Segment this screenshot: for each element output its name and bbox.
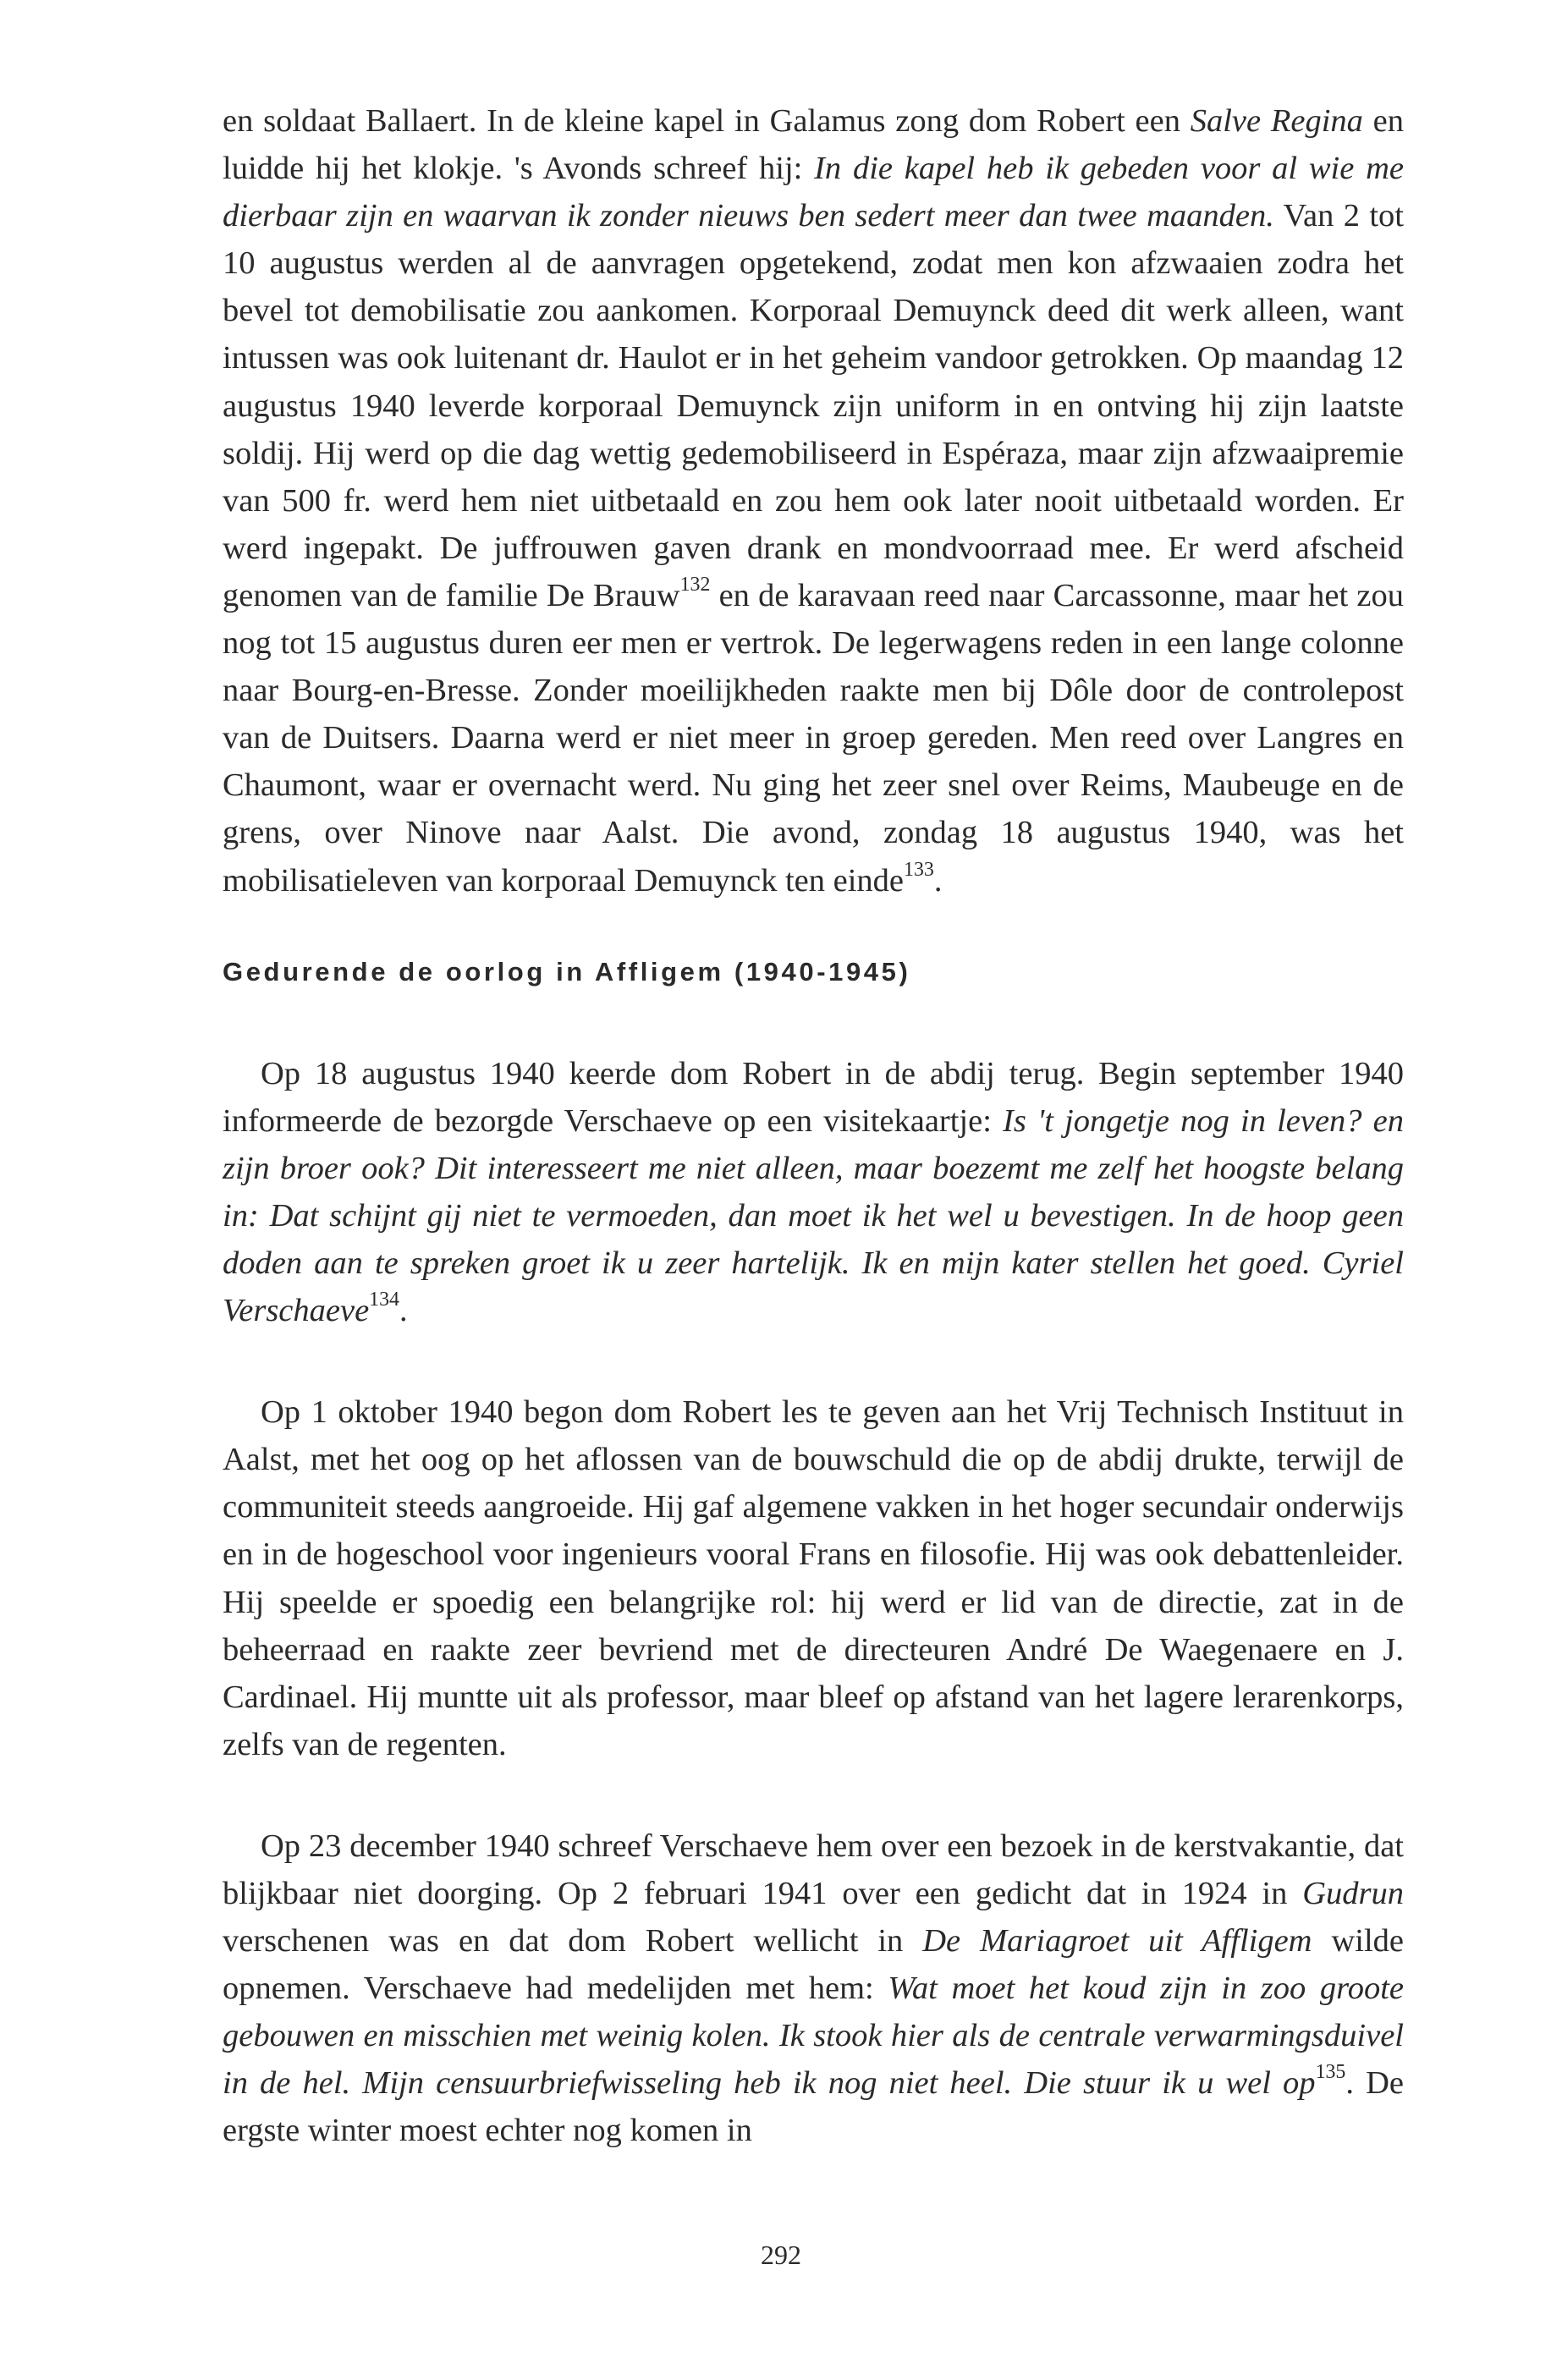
text-run: en luidde hij het klokje. 's Avonds schreef hij: <box>223 103 1404 187</box>
text-run: en de karavaan reed naar Carcassonne, maar het zou nog tot 15 augustus duren eer men er vertrok. De legerwagens reden in een lange colonne naar Bourg-en-Bresse. Zonder moeilijkheden raakte men bij Dôle door de controlepost van de Duitsers. Daarna werd er niet meer in groep gereden. Men reed over Langres en Chaumont, waar er overnacht werd. Nu ging het zeer snel over Reims, Maubeuge en de grens, over Ninove naar Aalst. Die avond, zondag 18 augustus 1940, was het mobilisatieleven van korporaal Demuynck ten einde <box>223 577 1404 899</box>
italic-text: Wat moet het koud zijn in zoo groote gebouwen en misschien met weinig kolen. Ik stook hier als de centrale verwarmingsduivel in de hel. Mijn censuurbriefwisseling heb ik nog niet heel. Die stuur ik u wel op <box>223 1971 1405 2102</box>
page-number: 292 <box>761 2240 801 2270</box>
text-run: verschenen was en dat dom Robert wellicht in <box>223 1923 923 1960</box>
footnote-marker: 132 <box>679 574 711 596</box>
paragraph-2 <box>223 1050 1404 1335</box>
paragraph-1 <box>223 97 1404 904</box>
italic-text: Gudrun <box>1302 1876 1404 1911</box>
footnote-marker: 135 <box>1315 2061 1346 2084</box>
text-run: Op 1 oktober 1940 begon dom Robert les te geven aan het Vrij Technisch Instituut in Aalst, met het oog op het aflossen van de bouwschuld die op de abdij drukte, terwijl de communiteit steeds aangroeide. Hij gaf algemene vakken in het hoger secundair onderwijs en in de hogeschool voor ingenieurs vooral Frans en filosofie. Hij was ook debattenleider. Hij speelde er spoedig een belangrijke rol: hij werd er lid van de directie, zat in de beheerraad en raakte zeer bevriend met de directeuren André De Waegenaere en J. Cardinael. Hij muntte uit als professor, maar bleef op afstand van het lagere lerarenkorps, zelfs van de regenten. <box>223 1394 1404 1762</box>
italic-text: De Mariagroet uit Affligem <box>922 1923 1312 1960</box>
text-run: Op 23 december 1940 schreef Verschaeve hem over een bezoek in de kerstvakantie, dat blijkbaar niet doorging. Op 2 februari 1941 over een gedicht dat in 1924 in <box>223 1828 1404 1911</box>
italic-text: Salve Regina <box>1190 103 1363 139</box>
paragraph-3 <box>223 1388 1404 1768</box>
text-run: wilde opnemen. Verschaeve had medelijden met hem: <box>223 1923 1404 2007</box>
page-body <box>223 97 1404 2155</box>
text-run: Op 18 augustus 1940 keerde dom Robert in de abdij terug. Begin september 1940 informeerde de bezorgde Verschaeve op een visitekaartje: <box>223 1055 1404 1139</box>
footnote-marker: 134 <box>369 1289 399 1311</box>
italic-text: Is 't jongetje nog in leven? en zijn broer ook? Dit interesseert me niet alleen, maar boezemt me zelf het hoogste belang in: Dat schijnt gij niet te vermoeden, dan moet ik het wel u bevestigen. In de hoop geen doden aan te spreken groet ik u zeer hartelijk. Ik en mijn kater stellen het goed. Cyriel Verschaeve <box>223 1102 1404 1329</box>
footnote-marker: 133 <box>904 858 934 881</box>
italic-text: In die kapel heb ik gebeden voor al wie me dierbaar zijn en waarvan ik zonder nieuws ben sedert meer dan twee maanden. <box>223 151 1404 234</box>
paragraph-4 <box>223 1822 1404 2155</box>
section-heading: Gedurende de oorlog in Affligem (1940-1945) <box>223 956 911 987</box>
text-run: . <box>399 1293 408 1329</box>
text-run: en soldaat Ballaert. In de kleine kapel in Galamus zong dom Robert een <box>223 103 1191 139</box>
text-run: . De ergste winter moest echter nog komen in <box>223 2065 1404 2149</box>
text-run: Van 2 tot 10 augustus werden al de aanvragen opgetekend, zodat men kon afzwaaien zodra het bevel tot demobilisatie zou aankomen. Korporaal Demuynck deed dit werk alleen, want intussen was ook luitenant dr. Haulot er in het geheim vandoor getrokken. Op maandag 12 augustus 1940 leverde korporaal Demuynck zijn uniform in en ontving hij zijn laatste soldij. Hij werd op die dag wettig gedemobiliseerd in Espéraza, maar zijn afzwaaipremie van 500 fr. werd hem niet uitbetaald en zou hem ook later nooit uitbetaald worden. Er werd ingepakt. De juffrouwen gaven drank en mondvoorraad mee. Er werd afscheid genomen van de familie De Brauw <box>223 198 1404 613</box>
text-run: . <box>933 862 943 899</box>
